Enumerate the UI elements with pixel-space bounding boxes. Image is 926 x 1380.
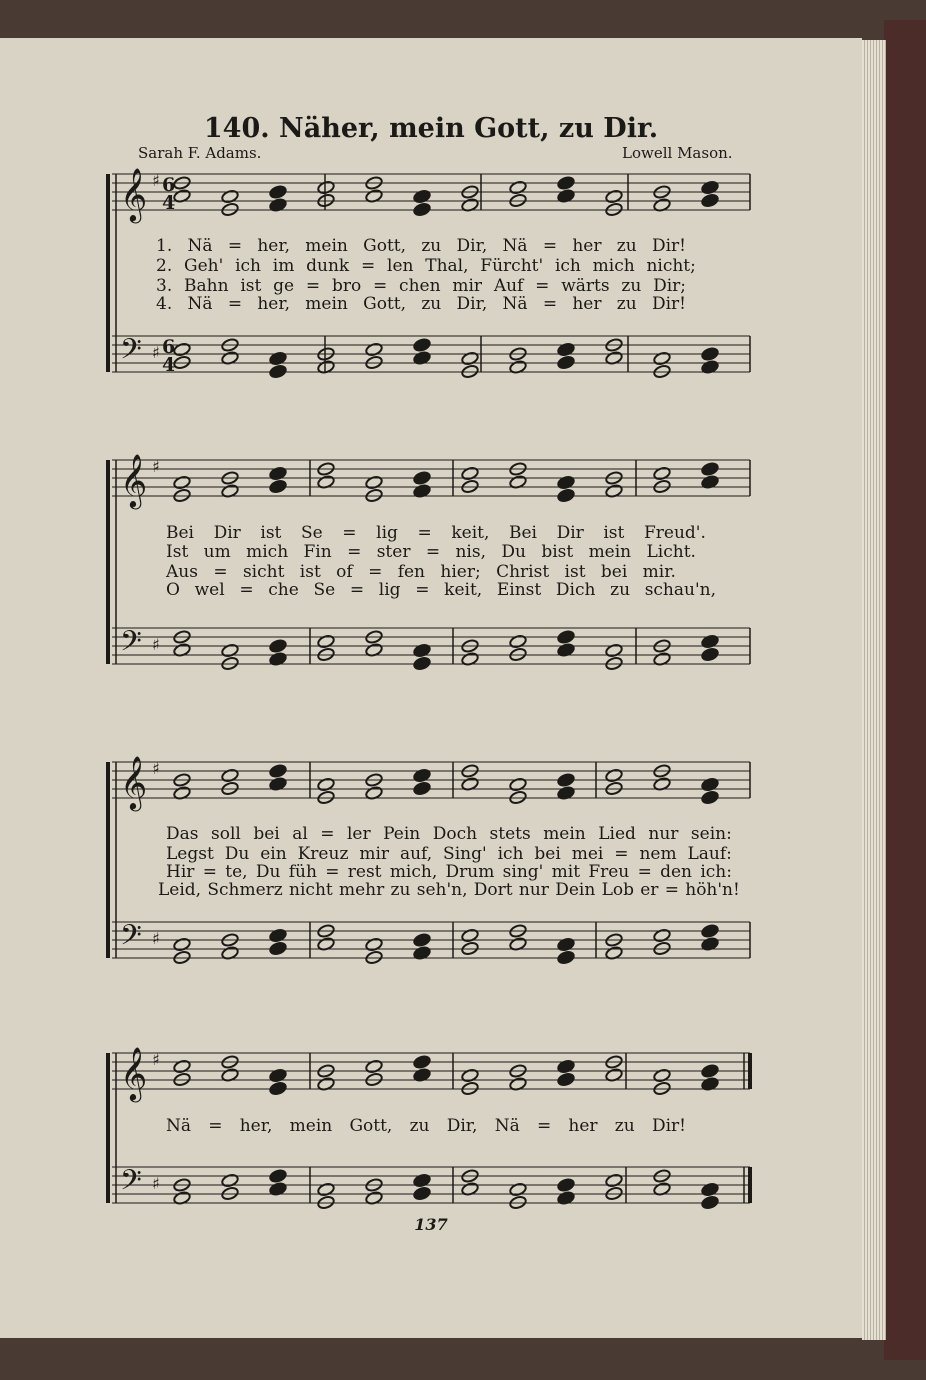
note-head [557,773,575,788]
note-head [509,634,527,649]
note-head [557,1072,575,1087]
note-head [365,1059,383,1074]
note-head [221,768,239,783]
lyricist-credit: Sarah F. Adams. [138,144,262,162]
note-head [509,777,527,792]
note-head [701,1195,719,1210]
note-head [557,342,575,357]
note-head [413,768,431,783]
note-head [701,193,719,208]
lyric-line-s3-1: Das soll bei al = ler Pein Doch stets mein Lied nur sein: [166,824,732,844]
note-head [173,937,191,952]
note-head [701,1182,719,1197]
sharp-icon: ♯ [152,171,160,190]
sharp-icon: ♯ [152,457,160,476]
note-head [653,928,671,943]
note-head [557,475,575,490]
note-head [365,475,383,490]
note-head [557,630,575,645]
composer-credit: Lowell Mason. [622,144,733,162]
note-head [221,1173,239,1188]
note-head [605,189,623,204]
note-head [557,488,575,503]
time-signature-icon: 4 [162,192,176,214]
note-head [653,1068,671,1083]
note-head [509,180,527,195]
note-head [413,781,431,796]
note-head [413,933,431,948]
note-head [269,351,287,366]
note-head [461,1068,479,1083]
note-head [221,189,239,204]
lyric-line-s1-3: 3. Bahn ist ge = bro = chen mir Auf = wärts zu Dir; [156,276,686,296]
sharp-icon: ♯ [152,759,160,778]
lyric-line-s1-1: 1. Nä = her, mein Gott, zu Dir, Nä = her zu Dir! [156,236,686,256]
note-head [317,634,335,649]
note-head [461,351,479,366]
note-head [701,790,719,805]
note-head [269,479,287,494]
note-head [605,768,623,783]
note-head [413,202,431,217]
note-head [173,1059,191,1074]
note-head [317,180,335,195]
note-head [413,643,431,658]
sharp-icon: ♯ [152,1050,160,1069]
note-head [701,462,719,477]
note-head [557,1178,575,1193]
note-head [605,1173,623,1188]
lyric-line-s3-2: Legst Du ein Kreuz mir auf, Sing' ich bei mei = nem Lauf: [166,844,732,864]
note-head [269,1081,287,1096]
lyric-line-s3-4: Leid, Schmerz nicht mehr zu seh'n, Dort nur Dein Lob er = höh'n! [158,880,740,900]
time-signature-icon: 6 [162,336,176,358]
note-head [701,647,719,662]
lyric-line-s1-2: 2. Geh' ich im dunk = len Thal, Fürcht' ich mich nicht; [156,256,696,276]
note-head [413,338,431,353]
note-head [413,1186,431,1201]
lyric-line-s3-3: Hir = te, Du füh = rest mich, Drum sing' mit Freu = den ich: [166,862,732,882]
lyric-line-s2-2: Ist um mich Fin = ster = nis, Du bist mein Licht. [166,542,696,562]
page-number: 137 [414,1215,448,1234]
note-head [701,1064,719,1079]
note-head [269,1068,287,1083]
note-head [701,777,719,792]
treble-clef-icon: 𝄞 [120,1046,148,1100]
time-signature-icon: 6 [162,174,176,196]
note-head [269,928,287,943]
note-head [269,1169,287,1184]
treble-clef-icon: 𝄞 [120,755,148,809]
note-head [269,466,287,481]
hymn-title: 140. Näher, mein Gott, zu Dir. [203,113,659,144]
note-head [701,180,719,195]
note-head [269,364,287,379]
note-head [413,471,431,486]
time-signature-icon: 4 [162,354,176,376]
lyric-line-s1-4: 4. Nä = her, mein Gott, zu Dir, Nä = her zu Dir! [156,294,686,314]
note-head [365,937,383,952]
lyric-line-s2-4: O wel = che Se = lig = keit, Einst Dich zu schau'n, [166,580,716,600]
treble-clef-icon: 𝄞 [120,167,148,221]
note-head [653,466,671,481]
note-head [701,924,719,939]
note-head [413,656,431,671]
treble-clef-icon: 𝄞 [120,453,148,507]
note-head [317,1182,335,1197]
note-head [221,643,239,658]
note-head [269,185,287,200]
note-head [701,347,719,362]
note-head [461,466,479,481]
note-head [413,1055,431,1070]
note-head [701,634,719,649]
sharp-icon: ♯ [152,343,160,362]
note-head [269,941,287,956]
note-head [269,639,287,654]
note-head [557,355,575,370]
lyric-line-s2-3: Aus = sicht ist of = fen hier; Christ ist bei mir. [166,562,676,582]
sharp-icon: ♯ [152,929,160,948]
lyric-line-s2-1: Bei Dir ist Se = lig = keit, Bei Dir ist Freud'. [166,523,706,543]
lyric-line-s4-1: Nä = her, mein Gott, zu Dir, Nä = her zu Dir! [166,1116,686,1136]
note-head [317,777,335,792]
bass-clef-icon: 𝄢 [120,919,142,959]
bass-clef-icon: 𝄢 [120,1164,142,1204]
bass-clef-icon: 𝄢 [120,625,142,665]
note-head [173,342,191,357]
sharp-icon: ♯ [152,635,160,654]
sharp-icon: ♯ [152,1174,160,1193]
note-head [365,342,383,357]
note-head [173,475,191,490]
note-head [557,1059,575,1074]
note-head [509,1182,527,1197]
note-head [605,643,623,658]
note-head [413,1173,431,1188]
note-head [557,950,575,965]
note-head [413,189,431,204]
note-head [653,351,671,366]
note-head [557,937,575,952]
note-head [269,764,287,779]
bass-clef-icon: 𝄢 [120,333,142,373]
note-head [557,176,575,191]
note-head [461,928,479,943]
